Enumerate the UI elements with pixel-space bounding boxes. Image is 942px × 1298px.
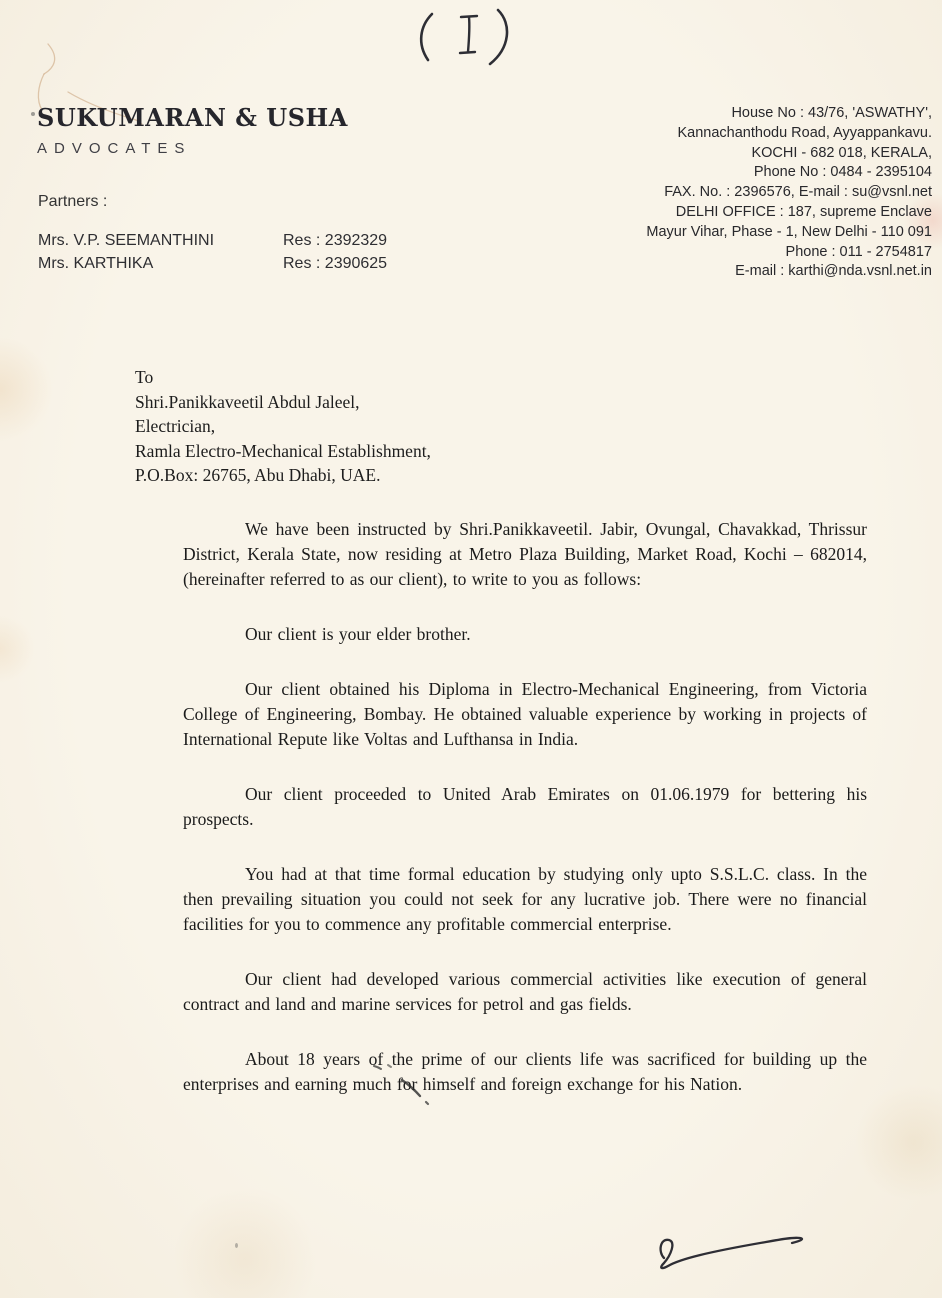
- recipient-line: P.O.Box: 26765, Abu Dhabi, UAE.: [135, 465, 381, 486]
- partner-row: [38, 255, 387, 278]
- body-paragraph: Our client had developed various commercial activities like execution of general contract and land and marine services for petrol and gas fields.: [183, 969, 867, 1014]
- partners-list: [38, 232, 387, 278]
- body-paragraph: You had at that time formal education by studying only upto S.S.L.C. class. In the then prevailing situation you could not seek for any lucrative job. There were no financial facilities for you to commence any profitable commercial enterprise.: [183, 864, 867, 934]
- body-paragraph: Our client proceeded to United Arab Emirates on 01.06.1979 for bettering his prospects.: [183, 784, 867, 829]
- address-line: E-mail : karthi@nda.vsnl.net.in: [735, 263, 932, 280]
- letterhead-address: [502, 104, 932, 282]
- partner-residence-phone: Res : 2392329: [283, 232, 388, 249]
- address-line: Phone : 011 - 2754817: [785, 243, 932, 260]
- partner-row: [38, 232, 387, 255]
- address-line: Phone No : 0484 - 2395104: [753, 164, 932, 181]
- address-line: KOCHI - 682 018, KERALA,: [751, 144, 932, 161]
- handwritten-page-marker: [406, 4, 536, 70]
- recipient-salutation: To: [135, 367, 154, 387]
- partners-label: Partners :: [38, 193, 108, 210]
- body-paragraph: Our client is your elder brother.: [245, 624, 471, 644]
- body-paragraph: Our client obtained his Diploma in Electro-Mechanical Engineering, from Victoria College of Engineering, Bombay. He obtained valuable experience by working in projects of International Repute like Voltas and Lufthansa in India.: [183, 679, 867, 749]
- scan-speck: [31, 112, 35, 116]
- partner-name: Mrs. V.P. SEEMANTHINI: [38, 232, 215, 249]
- address-line: Kannachanthodu Road, Ayyappankavu.: [677, 124, 932, 141]
- letter-body: [183, 517, 867, 1097]
- scan-speck: [235, 1243, 238, 1248]
- body-paragraph: About 18 years of the prime of our clients life was sacrificed for building up the enterprises and earning much for himself and foreign exchange for his Nation.: [183, 1049, 867, 1094]
- address-line: House No : 43/76, 'ASWATHY',: [731, 105, 932, 121]
- recipient-line: Ramla Electro-Mechanical Establishment,: [135, 440, 431, 461]
- body-paragraph: We have been instructed by Shri.Panikkaveetil. Jabir, Ovungal, Chavakkad, Thrissur District, Kerala State, now residing at Metro Plaza Building, Market Road, Kochi – 682014, (hereinafter referred to as our client), to write to you as follows:: [183, 519, 867, 589]
- partner-name: Mrs. KARTHIKA: [38, 255, 154, 272]
- address-line: DELHI OFFICE : 187, supreme Enclave: [675, 203, 932, 220]
- recipient-line: Shri.Panikkaveetil Abdul Jaleel,: [135, 391, 360, 412]
- recipient-block: [135, 365, 431, 488]
- firm-name: SUKUMARAN & USHA: [37, 103, 348, 132]
- signature-handwritten: [648, 1222, 828, 1278]
- ink-smudge: [368, 1062, 448, 1108]
- address-line: FAX. No. : 2396576, E-mail : su@vsnl.net: [664, 184, 932, 201]
- letterhead: [37, 103, 348, 157]
- address-line: Mayur Vihar, Phase - 1, New Delhi - 110 091: [646, 223, 932, 240]
- firm-type: ADVOCATES: [37, 140, 192, 157]
- partner-residence-phone: Res : 2390625: [283, 255, 388, 272]
- recipient-line: Electrician,: [135, 416, 216, 437]
